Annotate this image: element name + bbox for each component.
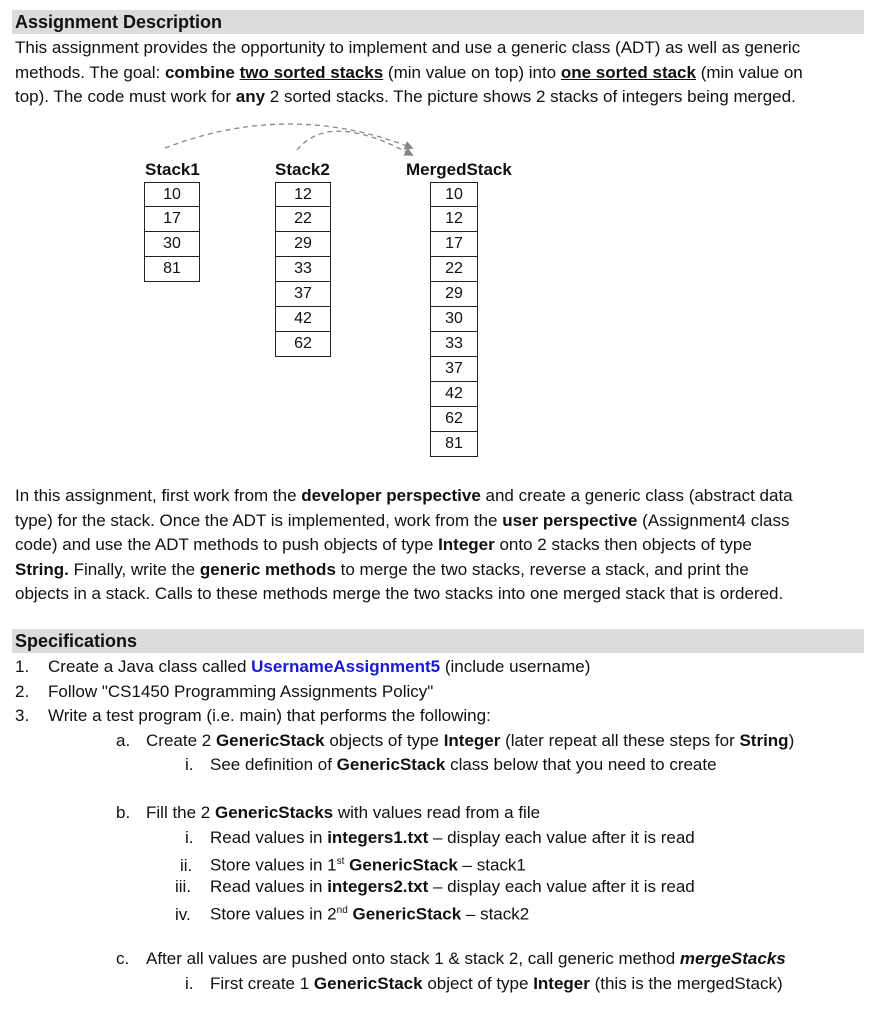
arrow-stack2-to-merged	[297, 131, 412, 155]
merged-cell: 33	[430, 332, 478, 357]
stack2-cell: 12	[275, 182, 331, 207]
stack2-cell: 29	[275, 232, 331, 257]
spec-item-3b-iv: iv. Store values in 2nd GenericStack – stack2	[175, 904, 530, 924]
merged-cell: 12	[430, 207, 478, 232]
spec-item-3a-i: i. See definition of GenericStack class below that you need to create	[185, 755, 717, 774]
merged-cell: 62	[430, 407, 478, 432]
para2-line-2: type) for the stack. Once the ADT is implemented, work from the user perspective (Assignment4 class	[15, 510, 790, 530]
para2-line-1: In this assignment, first work from the developer perspective and create a generic class (abstract data	[15, 486, 793, 505]
merged-cell: 10	[430, 182, 478, 207]
stack2-table	[275, 182, 331, 357]
stack2-title: Stack2	[275, 160, 330, 179]
stack1-cell: 81	[144, 257, 200, 282]
spec-item-3b-ii: ii. Store values in 1st GenericStack – stack1	[180, 855, 526, 875]
merged-cell: 17	[430, 232, 478, 257]
stack1-cell: 17	[144, 207, 200, 232]
spec-item-3b: b. Fill the 2 GenericStacks with values read from a file	[116, 803, 541, 822]
spec-item-3b-iii: iii. Read values in integers2.txt – display each value after it is read	[175, 877, 695, 896]
arrow-stack1-to-merged	[165, 124, 412, 148]
spec-item-1: 1. Create a Java class called UsernameAssignment5 (include username)	[15, 657, 591, 676]
para2-line-4: String. Finally, write the generic methods to merge the two stacks, reverse a stack, and print the	[15, 559, 749, 579]
section-header-assignment-description: Assignment Description	[12, 10, 864, 34]
spec-item-3c: c. After all values are pushed onto stack 1 & stack 2, call generic method mergeStacks	[116, 949, 786, 968]
stack2-cell: 22	[275, 207, 331, 232]
stack1-cell: 30	[144, 232, 200, 257]
stack1-title: Stack1	[145, 160, 200, 179]
merged-cell: 81	[430, 432, 478, 457]
stack1-cell: 10	[144, 182, 200, 207]
intro-line-2: methods. The goal: combine two sorted stacks (min value on top) into one sorted stack (min value on	[15, 62, 803, 82]
para2-line-5: objects in a stack. Calls to these methods merge the two stacks into one merged stack that is ordered.	[15, 584, 784, 603]
spec-item-3: 3. Write a test program (i.e. main) that performs the following:	[15, 706, 491, 725]
merged-cell: 29	[430, 282, 478, 307]
para2-line-3: code) and use the ADT methods to push objects of type Integer onto 2 stacks then objects of type	[15, 535, 752, 554]
perspective-paragraph	[15, 484, 875, 607]
stack2-cell: 33	[275, 257, 331, 282]
stack2-cell: 42	[275, 307, 331, 332]
merged-cell: 30	[430, 307, 478, 332]
merged-cell: 42	[430, 382, 478, 407]
merged-stack-title: MergedStack	[406, 160, 512, 179]
intro-line-1: This assignment provides the opportunity to implement and use a generic class (ADT) as well as generic	[15, 38, 801, 57]
intro-line-3: top). The code must work for any 2 sorted stacks. The picture shows 2 stacks of integers being merged.	[15, 87, 796, 106]
spec-item-3a: a. Create 2 GenericStack objects of type Integer (later repeat all these steps for String)	[116, 731, 795, 750]
spec-item-2: 2. Follow "CS1450 Programming Assignments Policy"	[15, 682, 434, 701]
stack2-cell: 37	[275, 282, 331, 307]
merged-cell: 37	[430, 357, 478, 382]
stack1-table	[144, 182, 200, 282]
section-header-specifications: Specifications	[12, 629, 864, 653]
stack2-cell: 62	[275, 332, 331, 357]
merged-cell: 22	[430, 257, 478, 282]
spec-item-3b-i: i. Read values in integers1.txt – display each value after it is read	[185, 828, 695, 847]
merged-stack-table	[430, 182, 478, 457]
spec-item-3c-i: i. First create 1 GenericStack object of type Integer (this is the mergedStack)	[185, 974, 783, 993]
